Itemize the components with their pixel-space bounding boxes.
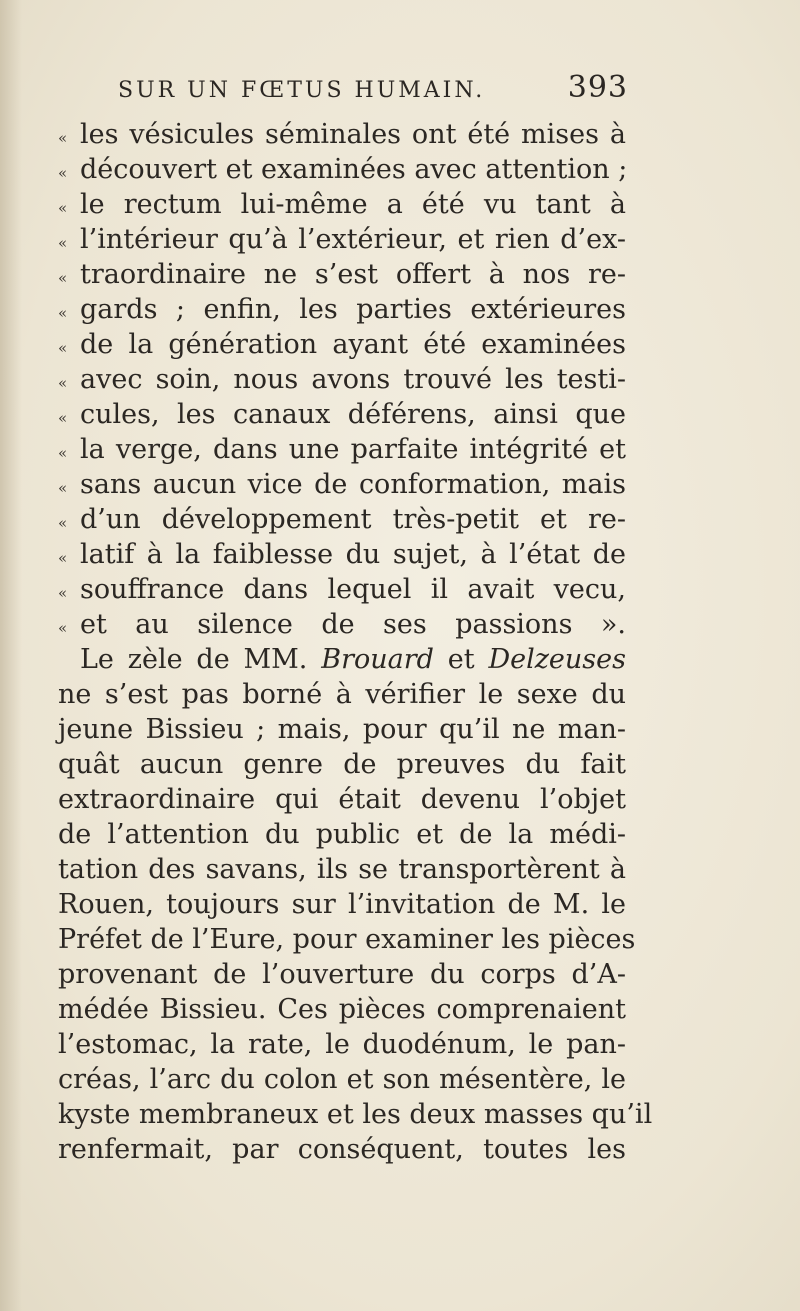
quoted-line-text: la verge, dans une parfaite intégrité et	[80, 434, 626, 465]
quoted-line-text: sans aucun vice de conformation, mais	[80, 469, 626, 500]
quoted-line-text: gards ; enfin, les parties extérieures	[80, 294, 626, 325]
quoted-line-text: le rectum lui-même a été vu tant à	[80, 189, 626, 220]
paragraph-line-text: médée Bissieu. Ces pièces comprenaient	[58, 994, 626, 1025]
quote-mark: «	[58, 304, 68, 322]
quoted-line	[58, 607, 626, 642]
quoted-line	[58, 187, 626, 222]
quote-mark: «	[58, 129, 68, 147]
paragraph-line	[58, 887, 626, 922]
quoted-line-text: et au silence de ses passions ».	[80, 609, 626, 640]
quoted-line	[58, 432, 626, 467]
quote-mark: «	[58, 374, 68, 392]
paragraph-line	[58, 1062, 626, 1097]
quoted-line	[58, 152, 626, 187]
quote-mark: «	[58, 619, 68, 637]
quoted-line-text: les vésicules séminales ont été mises à	[80, 119, 626, 150]
paragraph-first-line-before: Le zèle de MM.	[80, 644, 322, 675]
quote-mark: «	[58, 199, 68, 217]
quote-mark: «	[58, 409, 68, 427]
quote-mark: «	[58, 514, 68, 532]
paragraph-line	[58, 957, 626, 992]
paragraph-first-line	[58, 642, 626, 677]
quoted-line	[58, 397, 626, 432]
paragraph-line-text: jeune Bissieu ; mais, pour qu’il ne man-	[58, 714, 626, 745]
quote-mark: «	[58, 444, 68, 462]
paragraph-line	[58, 782, 626, 817]
paragraph-line	[58, 677, 626, 712]
paragraph-line	[58, 747, 626, 782]
paragraph-line-text: créas, l’arc du colon et son mésentère, le	[58, 1064, 626, 1095]
quoted-line-text: traordinaire ne s’est offert à nos re-	[80, 259, 626, 290]
quoted-line-text: découvert et examinées avec attention ;	[80, 154, 628, 185]
quoted-line-text: avec soin, nous avons trouvé les testi-	[80, 364, 626, 395]
quoted-line-text: souffrance dans lequel il avait vecu,	[80, 574, 626, 605]
quoted-line-text: latif à la faiblesse du sujet, à l’état de	[80, 539, 626, 570]
paragraph-line-text: extraordinaire qui était devenu l’objet	[58, 784, 626, 815]
quoted-line-text: d’un développement très-petit et re-	[80, 504, 626, 535]
quote-mark: «	[58, 234, 68, 252]
quoted-line	[58, 257, 626, 292]
name-delzeuses: Delzeuses	[488, 644, 626, 675]
paragraph-body	[58, 677, 653, 1167]
paragraph-line-text: Préfet de l’Eure, pour examiner les pièces	[58, 924, 636, 955]
page-number: 393	[567, 70, 628, 105]
paragraph-line	[58, 1132, 626, 1167]
quoted-line-text: de la génération ayant été examinées	[80, 329, 626, 360]
page-gutter-shadow	[0, 0, 22, 1311]
paragraph-line-text: quât aucun genre de preuves du fait	[58, 749, 626, 780]
paragraph-line-text: tation des savans, ils se transportèrent à	[58, 854, 626, 885]
paragraph-first-line-middle: et	[433, 644, 489, 675]
quoted-line	[58, 362, 626, 397]
quoted-passage	[58, 117, 626, 642]
paragraph-line-text: ne s’est pas borné à vérifier le sexe du	[58, 679, 626, 710]
running-title: SUR UN FŒTUS HUMAIN.	[118, 78, 486, 103]
name-brouard: Brouard	[321, 644, 434, 675]
quote-mark: «	[58, 269, 68, 287]
quoted-line-text: cules, les canaux déférens, ainsi que	[80, 399, 626, 430]
paragraph-line	[58, 852, 626, 887]
text-block	[58, 117, 653, 1167]
paragraph-line-text: renfermait, par conséquent, toutes les	[58, 1134, 626, 1165]
paragraph-line-text: Rouen, toujours sur l’invitation de M. le	[58, 889, 626, 920]
paragraph-line	[58, 992, 626, 1027]
paragraph-line-text: l’estomac, la rate, le duodénum, le pan-	[58, 1029, 626, 1060]
quoted-line	[58, 572, 626, 607]
quote-mark: «	[58, 339, 68, 357]
quote-mark: «	[58, 164, 68, 182]
quote-mark: «	[58, 479, 68, 497]
paragraph-line-text: provenant de l’ouverture du corps d’A-	[58, 959, 626, 990]
quoted-line	[58, 537, 626, 572]
quote-mark: «	[58, 584, 68, 602]
paragraph-line	[58, 922, 636, 957]
quoted-line	[58, 117, 626, 152]
paragraph-line	[58, 817, 626, 852]
quote-mark: «	[58, 549, 68, 567]
paragraph-line	[58, 1027, 626, 1062]
quoted-line	[58, 292, 626, 327]
page-header	[118, 70, 628, 114]
quoted-line	[58, 222, 626, 257]
quoted-line	[58, 502, 626, 537]
quoted-line-text: l’intérieur qu’à l’extérieur, et rien d’ex-	[80, 224, 626, 255]
paragraph-line	[58, 1097, 653, 1132]
paragraph-line-text: de l’attention du public et de la médi-	[58, 819, 626, 850]
paragraph-line	[58, 712, 626, 747]
quoted-line	[58, 327, 626, 362]
quoted-line	[58, 467, 626, 502]
paragraph-line-text: kyste membraneux et les deux masses qu’il	[58, 1099, 653, 1130]
